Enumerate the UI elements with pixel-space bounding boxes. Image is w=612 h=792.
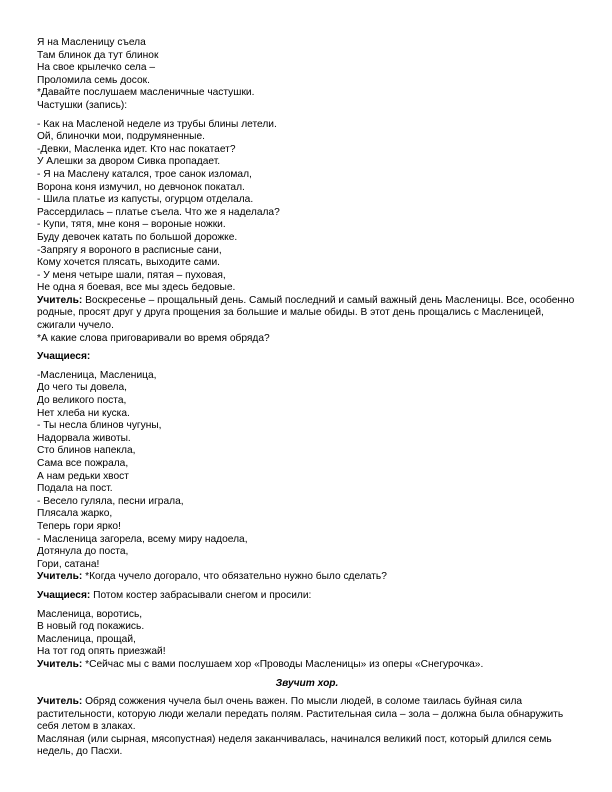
chastushka-line: Рассердилась – платье съела. Что же я наделала? bbox=[37, 206, 280, 218]
text-line: *Давайте послушаем масленичные частушки. bbox=[37, 87, 255, 99]
chastushka-line: Ворона коня измучил, но девчонок покатал. bbox=[37, 181, 245, 193]
choir-heading: Звучит хор. bbox=[275, 677, 339, 689]
speaker-label: Учитель: bbox=[37, 294, 83, 306]
teacher-paragraph-4 bbox=[37, 696, 577, 734]
text-line: На свое крылечко села – bbox=[37, 62, 156, 74]
verse-line: На тот год опять приезжай! bbox=[37, 646, 166, 658]
verse-line: Гори, сатана! bbox=[37, 558, 100, 570]
verse-line: В новый год покажись. bbox=[37, 621, 145, 633]
chastushka-line: - Шила платье из капусты, огурцом отделала. bbox=[37, 194, 254, 206]
paragraph-text: Обряд сожжения чучела был очень важен. По мысли людей, в соломе таилась буйная сила растительности, которую люди желали передать полям. Растительная сила – зола – должна была обнаружить себя летом в злаках. bbox=[37, 696, 564, 733]
line-text: *Когда чучело догорало, что обязательно нужно было сделать? bbox=[82, 571, 387, 583]
verse-line: Масленица, прощай, bbox=[37, 633, 136, 645]
chastushki-list bbox=[37, 119, 577, 295]
chastushka-line: - Купи, тятя, мне коня – вороные ножки. bbox=[37, 219, 226, 231]
verse-line: Дотянула до поста, bbox=[37, 546, 129, 558]
closing-paragraph: Масляная (или сырная, мясопустная) неделя заканчивалась, начинался великий пост, который длился семь недель, до Пасхи. bbox=[37, 733, 552, 758]
text-line: Проломила семь досок. bbox=[37, 74, 150, 86]
verse-line: Масленица, воротись, bbox=[37, 608, 143, 620]
teacher-paragraph-1 bbox=[37, 295, 577, 333]
chastushka-line: Кому хочется плясать, выходите сами. bbox=[37, 257, 220, 269]
document-page bbox=[37, 37, 577, 759]
speaker-label: Учитель: bbox=[37, 571, 83, 583]
text-line: Частушки (запись): bbox=[37, 99, 128, 111]
verse-line: До чего ты довела, bbox=[37, 382, 127, 394]
speaker-label: Учащиеся: bbox=[37, 589, 91, 601]
opening-verse bbox=[37, 37, 577, 113]
speaker-label: Учитель: bbox=[37, 658, 83, 670]
farewell-verse bbox=[37, 609, 577, 659]
question-line: *А какие слова приговаривали во время обряда? bbox=[37, 332, 270, 344]
paragraph-text: Воскресенье – прощальный день. Самый последний и самый важный день Масленицы. Все, особенно родные, просят друг у друга прощения за большие и малые обиды. В этот день прощались с Масленицей, сжигали чучело. bbox=[37, 294, 575, 332]
teacher-line-3 bbox=[37, 659, 577, 672]
chastushka-line: - Как на Масленой неделе из трубы блины летели. bbox=[37, 118, 277, 130]
text-line: Я на Масленицу съела bbox=[37, 37, 146, 48]
verse-line: Сто блинов напекла, bbox=[37, 445, 136, 457]
verse-line: Нет хлеба ни куска. bbox=[37, 407, 130, 419]
verse-line: - Масленица загорела, всему миру надоела, bbox=[37, 533, 248, 545]
chastushka-line: Ой, блиночки мои, подрумяненные. bbox=[37, 131, 205, 143]
chastushka-line: -Запрягу я вороного в расписные сани, bbox=[37, 244, 222, 256]
chastushka-line: Буду девочек катать по большой дорожке. bbox=[37, 231, 238, 243]
speaker-label: Учащиеся: bbox=[37, 351, 91, 363]
text-line: Там блинок да тут блинок bbox=[37, 49, 159, 61]
verse-line: Надорвала животы. bbox=[37, 432, 131, 444]
verse-line: Плясала жарко, bbox=[37, 508, 113, 520]
verse-line: А нам редьки хвост bbox=[37, 470, 129, 482]
verse-line: Сама все пожрала, bbox=[37, 458, 129, 469]
verse-line: Подала на пост. bbox=[37, 483, 113, 495]
students-line-2 bbox=[37, 590, 577, 603]
verse-line: - Ты несла блинов чугуны, bbox=[37, 420, 162, 432]
verse-line: Теперь гори ярко! bbox=[37, 520, 121, 532]
speaker-label: Учитель: bbox=[37, 696, 83, 708]
verse-line: До великого поста, bbox=[37, 395, 127, 407]
verse-line: - Весело гуляла, песни играла, bbox=[37, 495, 184, 507]
chastushka-line: У Алешки за двором Сивка пропадает. bbox=[37, 156, 221, 168]
burning-verse bbox=[37, 370, 577, 572]
chastushka-line: - Я на Маслену катался, трое санок изломал, bbox=[37, 168, 252, 180]
verse-line: -Масленица, Масленица, bbox=[37, 369, 157, 381]
chastushka-line: Не одна я боевая, все мы здесь бедовые. bbox=[37, 282, 236, 294]
line-text: *Сейчас мы с вами послушаем хор «Проводы Масленицы» из оперы «Снегурочка». bbox=[82, 658, 484, 670]
chastushka-line: -Девки, Масленка идет. Кто нас покатает? bbox=[37, 143, 236, 155]
teacher-line-2 bbox=[37, 571, 577, 584]
chastushka-line: - У меня четыре шали, пятая – пуховая, bbox=[37, 269, 226, 281]
line-text: Потом костер забрасывали снегом и просили: bbox=[90, 589, 312, 601]
